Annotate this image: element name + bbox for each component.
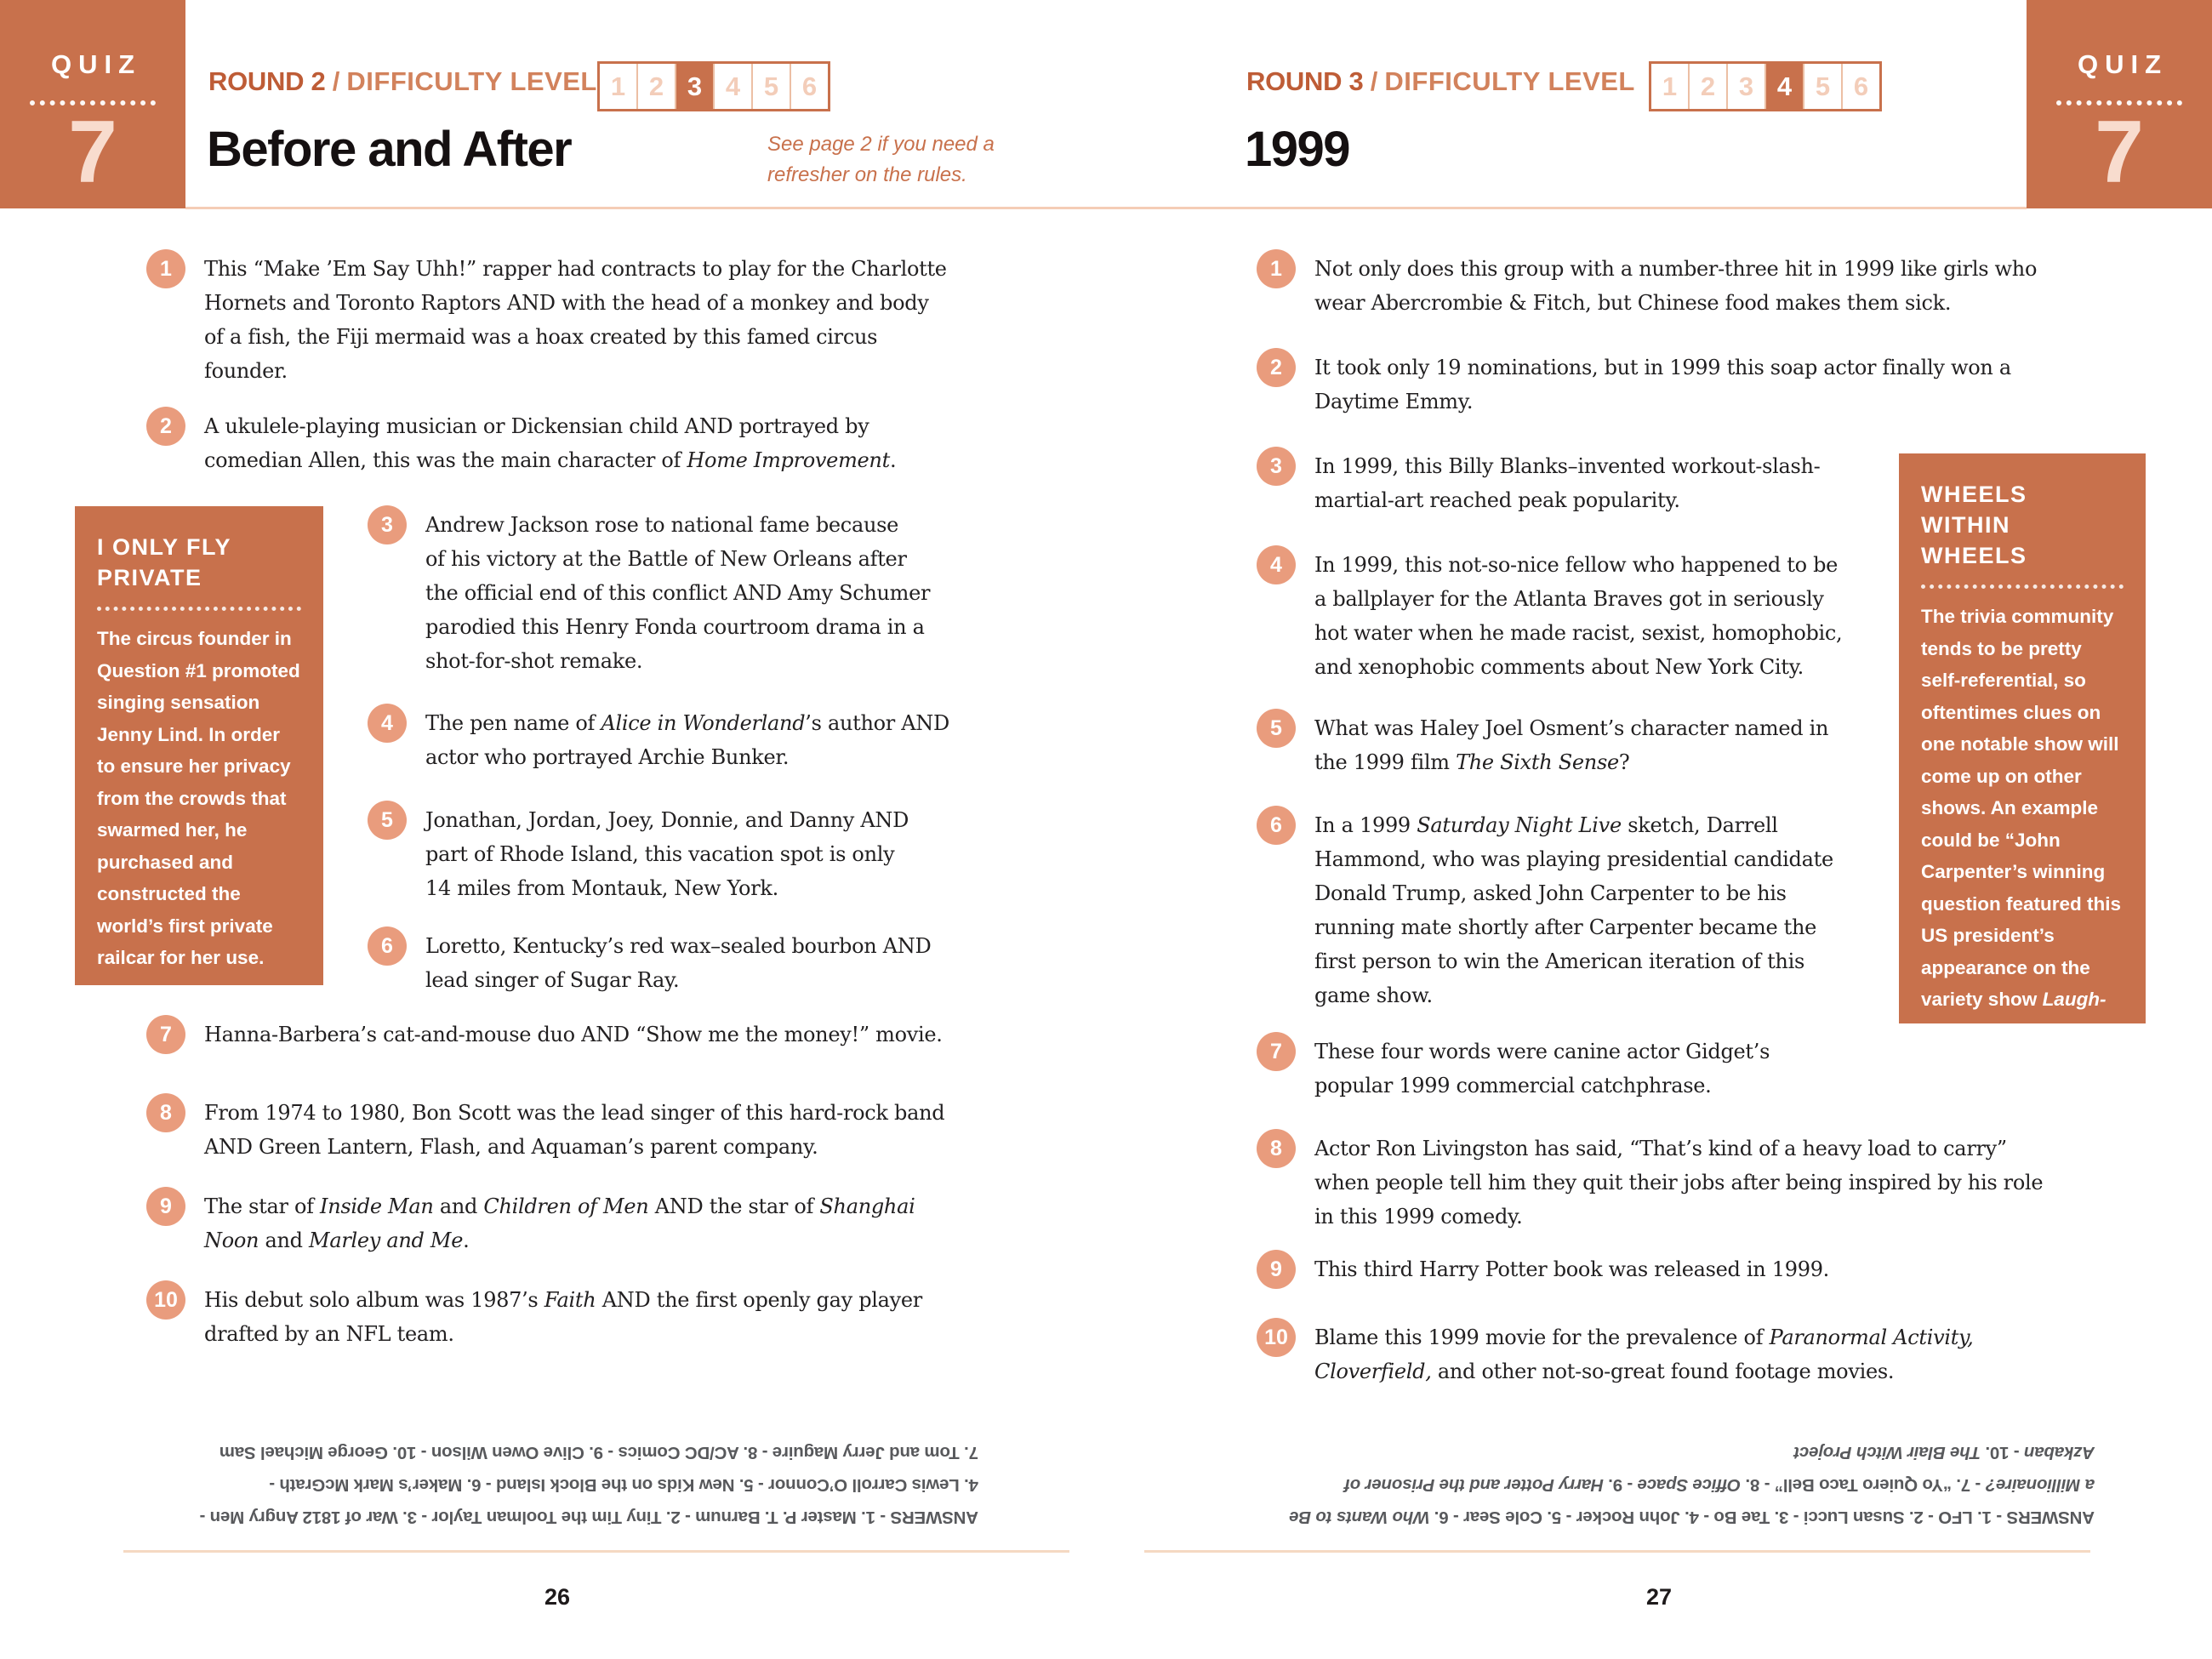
sidebar-callout-wheels-within-wheels bbox=[1899, 453, 2146, 1106]
question-number-badge: 3 bbox=[368, 505, 407, 544]
difficulty-cell: 5 bbox=[751, 64, 790, 109]
question-row bbox=[1257, 1320, 1973, 1388]
difficulty-cell: 6 bbox=[790, 64, 828, 109]
quiz-tab-left bbox=[0, 0, 185, 208]
question-number-badge: 6 bbox=[1257, 806, 1296, 845]
question-number-badge: 6 bbox=[368, 926, 407, 966]
question-row bbox=[1257, 711, 1828, 779]
question-number-badge: 2 bbox=[1257, 348, 1296, 387]
dotted-divider bbox=[97, 607, 301, 611]
question-row bbox=[368, 929, 931, 997]
question-text: Andrew Jackson rose to national fame because of his victory at the Battle of New Orleans after the official end of this conflict AND Amy Schumer parodied this Henry Fonda courtroom drama in a shot-for-shot remake. bbox=[425, 513, 931, 673]
question-number-badge: 4 bbox=[368, 704, 407, 743]
question-row bbox=[146, 252, 947, 388]
question-row bbox=[1257, 1132, 2043, 1234]
question-row bbox=[146, 1096, 944, 1164]
question-number-badge: 8 bbox=[146, 1093, 185, 1132]
question-number-badge: 1 bbox=[146, 249, 185, 288]
difficulty-cell: 5 bbox=[1803, 64, 1841, 109]
question-text: The pen name of Alice in Wonderland’s author AND actor who portrayed Archie Bunker. bbox=[425, 711, 949, 769]
question-text: Actor Ron Livingston has said, “That’s kind of a heavy load to carry” when people tell him they quit their jobs after being inspired by his role in this 1999 comedy. bbox=[1314, 1137, 2044, 1229]
question-row bbox=[1257, 808, 1833, 1012]
question-number-badge: 9 bbox=[146, 1187, 185, 1226]
header-divider-rule bbox=[185, 207, 2027, 209]
question-text: This “Make ’Em Say Uhh!” rapper had contracts to play for the Charlotte Hornets and Toronto Raptors AND with the head of a monkey and body of a fish, the Fiji mermaid was a hoax created by this famed circus founder. bbox=[204, 257, 947, 383]
question-number-badge: 3 bbox=[1257, 447, 1296, 486]
round-separator: / bbox=[1370, 66, 1378, 96]
question-text: This third Harry Potter book was released in 1999. bbox=[1314, 1257, 1829, 1281]
difficulty-label: DIFFICULTY LEVEL bbox=[1384, 66, 1635, 96]
sidebar-callout-i-only-fly-private bbox=[75, 506, 323, 985]
difficulty-cell: 1 bbox=[1662, 71, 1678, 101]
question-text: In 1999, this not-so-nice fellow who happened to be a ballplayer for the Atlanta Braves got in seriously hot water when he made racist, sexist, homophobic, and xenophobic comments about New York City. bbox=[1314, 553, 1843, 679]
question-text: Blame this 1999 movie for the prevalence of Paranormal Activity, Cloverfield, and other not-so-great found footage movies. bbox=[1314, 1325, 1974, 1383]
question-text: His debut solo album was 1987’s Faith AND the first openly gay player drafted by an NFL team. bbox=[204, 1288, 922, 1346]
question-number-badge: 10 bbox=[1257, 1318, 1296, 1357]
question-text: Hanna-Barbera’s cat-and-mouse duo AND “Show me the money!” movie. bbox=[204, 1023, 943, 1046]
answers-upside-down: ANSWERS - 1. Master P. T. Barnum - 2. Tiny Tim the Toolman Taylor - 3. War of 1812 Angry Men - 4. Lewis Carroll O’Connor - 5. New Kids on the Block Island - 6. Maker’s Mark McGrath - 7. Tom and Jerry Maguire - 8. AC/DC Comics - 9. Clive Owen Wilson - 10. George Michael Sam bbox=[199, 1443, 978, 1527]
page-number: 26 bbox=[544, 1584, 571, 1610]
callout-body: The trivia community tends to be pretty self-referential, so oftentimes clues on one notable show will come up on other shows. An example could be “John Carpenter’s winning question featured this US president’s appearance on the variety show Laugh-In.” The answer, of course, was Richard Nixon. bbox=[1921, 606, 2122, 1106]
question-row bbox=[368, 706, 949, 774]
question-row bbox=[1257, 1252, 1829, 1289]
question-row bbox=[1257, 1035, 1770, 1103]
difficulty-cell: 4 bbox=[713, 64, 751, 109]
quiz-kicker-label: QUIZ bbox=[50, 49, 142, 79]
difficulty-cell: 4 bbox=[1764, 64, 1803, 109]
round-separator: / bbox=[332, 66, 340, 96]
question-text: Loretto, Kentucky’s red wax–sealed bourbon AND lead singer of Sugar Ray. bbox=[425, 934, 932, 992]
question-text: Jonathan, Jordan, Joey, Donnie, and Danny AND part of Rhode Island, this vacation spot is only 14 miles from Montauk, New York. bbox=[425, 808, 909, 900]
answers-upside-down: ANSWERS - 1. LFO - 2. Susan Lucci - 3. Tae Bo - 4. John Rocker - 5. Cole Sear - 6. Who Wants to Be a Millionaire? - 7. “Yo Quiero Taco Bell” - 8. Office Space - 9. Harry Potter and the Prisoner of Azkaban - 10. The Blair Witch Project bbox=[1289, 1443, 2095, 1527]
question-text: The star of Inside Man and Children of Men AND the star of Shanghai Noon and Marley and Me. bbox=[204, 1194, 915, 1252]
quiz-kicker-label: QUIZ bbox=[2077, 49, 2169, 79]
callout-body: The circus founder in Question #1 promoted singing sensation Jenny Lind. In order to ensure her privacy from the crowds that swarmed her, he purchased and constructed the world’s first private railcar for her use. bbox=[97, 628, 300, 968]
difficulty-cell: 2 bbox=[636, 64, 675, 109]
question-text: Not only does this group with a number-three hit in 1999 like girls who wear Abercrombie & Fitch, but Chinese food makes them sick. bbox=[1314, 257, 2038, 315]
question-text: A ukulele-playing musician or Dickensian child AND portrayed by comedian Allen, this was the main character of Home Improvement. bbox=[204, 414, 897, 472]
question-number-badge: 10 bbox=[146, 1280, 185, 1320]
question-number-badge: 2 bbox=[146, 407, 185, 446]
page-number: 27 bbox=[1645, 1584, 1673, 1610]
round-title: Before and After bbox=[207, 122, 572, 177]
question-row bbox=[1257, 351, 2011, 419]
question-number-badge: 1 bbox=[1257, 249, 1296, 288]
rules-reference-note: See page 2 if you need a refresher on the rules. bbox=[767, 133, 995, 186]
question-text: It took only 19 nominations, but in 1999 this soap actor finally won a Daytime Emmy. bbox=[1314, 356, 2011, 413]
question-row bbox=[146, 1283, 922, 1351]
difficulty-cell: 1 bbox=[610, 71, 626, 101]
round-label: ROUND 3 bbox=[1246, 66, 1364, 96]
quiz-tab-right bbox=[2027, 0, 2212, 208]
question-text: From 1974 to 1980, Bon Scott was the lead singer of this hard-rock band AND Green Lantern, Flash, and Aquaman’s parent company. bbox=[204, 1101, 945, 1159]
round-title: 1999 bbox=[1245, 122, 1350, 177]
question-row bbox=[146, 409, 896, 477]
difficulty-label: DIFFICULTY LEVEL bbox=[346, 66, 597, 96]
difficulty-cell: 3 bbox=[675, 64, 713, 109]
question-row bbox=[146, 1018, 943, 1054]
question-number-badge: 7 bbox=[146, 1015, 185, 1054]
question-row bbox=[1257, 449, 1820, 517]
difficulty-cell: 3 bbox=[1726, 64, 1764, 109]
question-number-badge: 7 bbox=[1257, 1032, 1296, 1071]
question-text: In a 1999 Saturday Night Live sketch, Darrell Hammond, who was playing presidential candidate Donald Trump, asked John Carpenter to be his running mate shortly after Carpenter became the first person to win the American iteration of this game show. bbox=[1314, 813, 1833, 1007]
difficulty-cell: 2 bbox=[1688, 64, 1726, 109]
question-number-badge: 5 bbox=[368, 801, 407, 840]
quiz-number: 7 bbox=[2095, 103, 2144, 202]
question-text: In 1999, this Billy Blanks–invented workout-slash- martial-art reached peak popularity. bbox=[1314, 454, 1821, 512]
quiz-number: 7 bbox=[68, 103, 117, 202]
question-row bbox=[1257, 548, 1842, 684]
difficulty-level-strip bbox=[597, 61, 830, 111]
question-text: What was Haley Joel Osment’s character named in the 1999 film The Sixth Sense? bbox=[1314, 716, 1829, 774]
difficulty-level-strip bbox=[1649, 61, 1882, 111]
question-number-badge: 8 bbox=[1257, 1129, 1296, 1168]
footer-divider-rule bbox=[1144, 1550, 2090, 1553]
difficulty-cell: 6 bbox=[1841, 64, 1879, 109]
question-row bbox=[368, 508, 930, 678]
question-row bbox=[1257, 252, 2037, 320]
callout-title: WHEELS WITHIN WHEELS bbox=[1921, 482, 2027, 568]
question-text: These four words were canine actor Gidget’s popular 1999 commercial catchphrase. bbox=[1314, 1040, 1770, 1097]
round-label: ROUND 2 bbox=[208, 66, 326, 96]
question-row bbox=[368, 803, 909, 905]
dotted-divider bbox=[1921, 584, 2124, 589]
footer-divider-rule bbox=[123, 1550, 1069, 1553]
callout-title: I ONLY FLY PRIVATE bbox=[97, 534, 232, 590]
round-difficulty-heading bbox=[208, 66, 597, 97]
question-number-badge: 4 bbox=[1257, 545, 1296, 584]
question-row bbox=[146, 1189, 915, 1257]
round-difficulty-heading bbox=[1246, 66, 1635, 97]
question-number-badge: 5 bbox=[1257, 709, 1296, 748]
question-number-badge: 9 bbox=[1257, 1250, 1296, 1289]
